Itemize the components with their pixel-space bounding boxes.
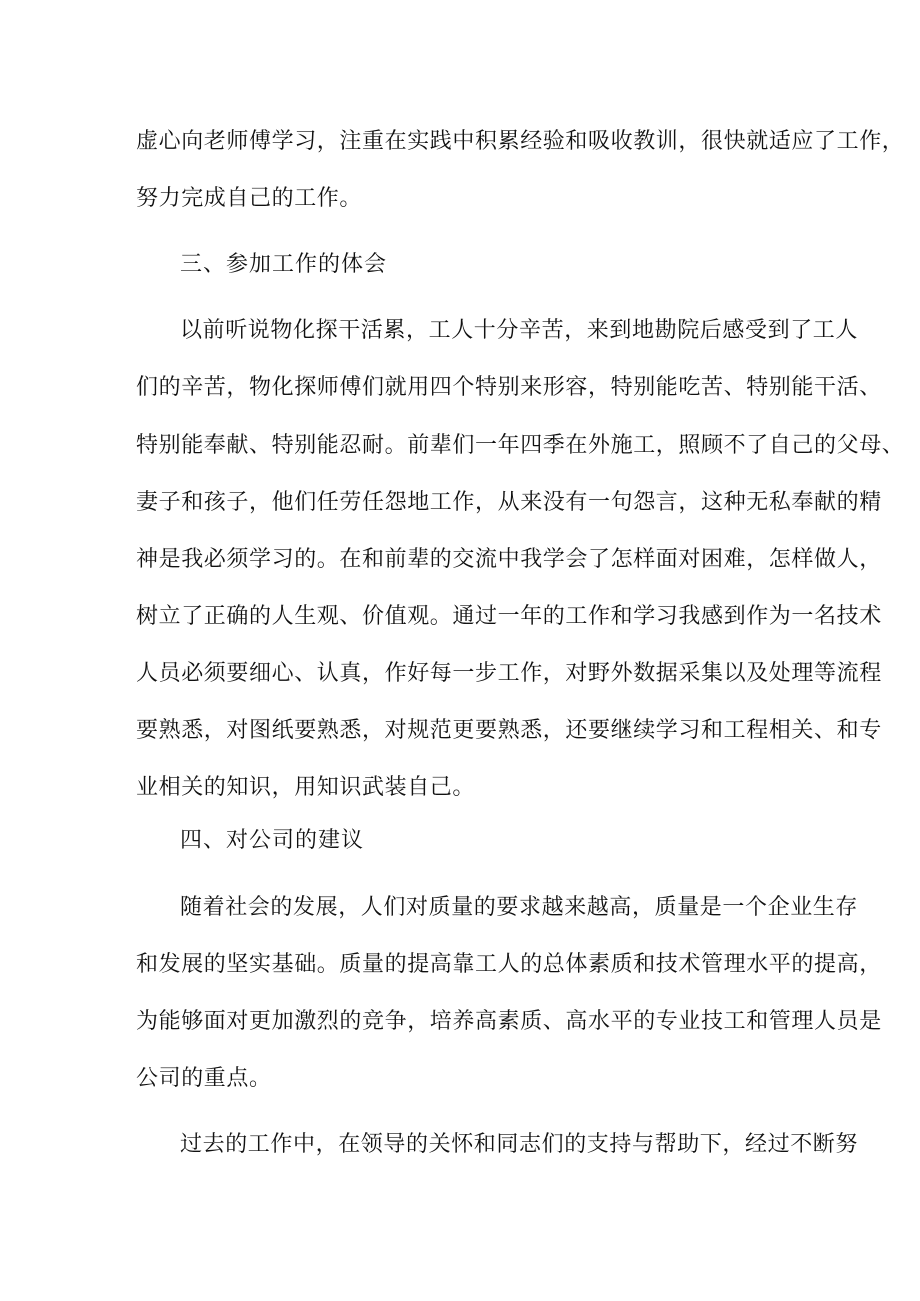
text-line: 业相关的知识，用知识武装自己。 <box>136 775 476 800</box>
text-line: 妻子和孩子，他们任劳任怨地工作，从来没有一句怨言，这种无私奉献的精 <box>136 490 882 515</box>
text-line: 随着社会的发展，人们对质量的要求越来越高，质量是一个企业生存 <box>180 895 859 920</box>
text-line: 虚心向老师傅学习，注重在实践中积累经验和吸收教训，很快就适应了工作， <box>136 129 905 154</box>
text-line: 过去的工作中，在领导的关怀和同志们的支持与帮助下，经过不断努 <box>180 1132 859 1157</box>
text-line: 人员必须要细心、认真，作好每一步工作，对野外数据采集以及处理等流程 <box>136 661 882 686</box>
text-line: 神是我必须学习的。在和前辈的交流中我学会了怎样面对困难，怎样做人， <box>136 547 882 572</box>
text-line: 努力完成自己的工作。 <box>136 186 363 211</box>
text-line: 树立了正确的人生观、价值观。通过一年的工作和学习我感到作为一名技术 <box>136 604 882 629</box>
text-line: 公司的重点。 <box>136 1066 272 1091</box>
text-line: 要熟悉，对图纸要熟悉，对规范更要熟悉，还要继续学习和工程相关、和专 <box>136 718 882 743</box>
text-line: 为能够面对更加激烈的竞争，培养高素质、高水平的专业技工和管理人员是 <box>136 1009 882 1034</box>
text-line: 特别能奉献、特别能忍耐。前辈们一年四季在外施工，照顾不了自己的父母、 <box>136 433 905 458</box>
section-heading: 四、对公司的建议 <box>180 828 365 853</box>
section-heading: 三、参加工作的体会 <box>180 252 388 277</box>
text-line: 以前听说物化探干活累，工人十分辛苦，来到地勘院后感受到了工人 <box>180 318 859 343</box>
text-line: 们的辛苦，物化探师傅们就用四个特别来形容，特别能吃苦、特别能干活、 <box>136 375 882 400</box>
text-line: 和发展的坚实基础。质量的提高靠工人的总体素质和技术管理水平的提高， <box>136 952 882 977</box>
